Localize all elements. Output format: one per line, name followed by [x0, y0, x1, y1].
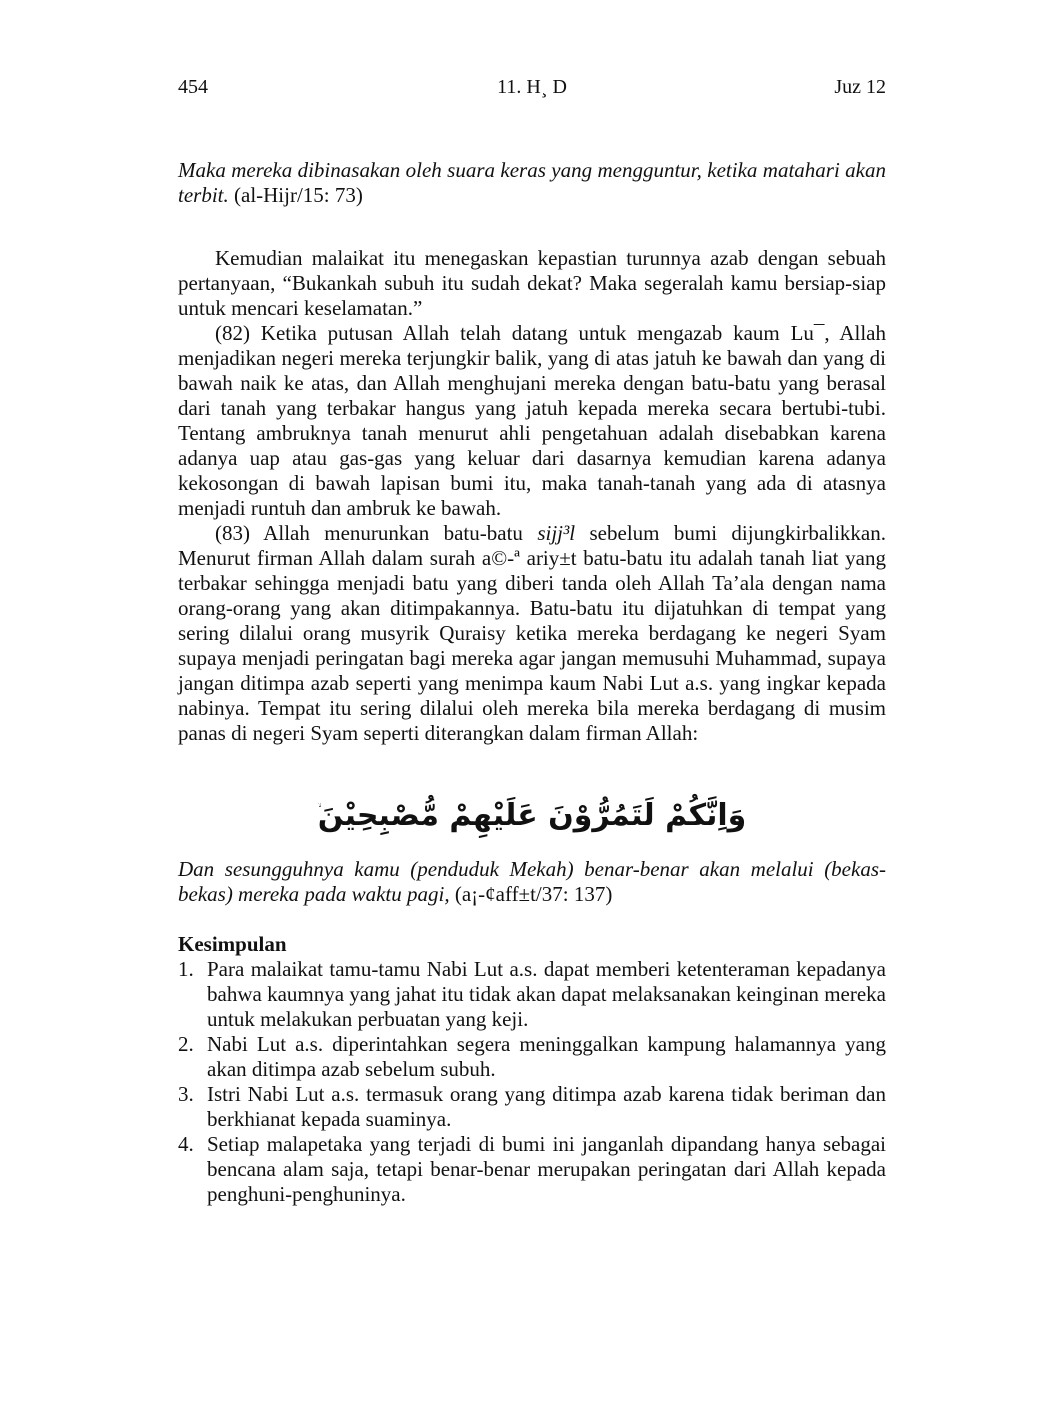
transliterated-term: sijj³l — [537, 521, 576, 545]
list-number: 2. — [178, 1032, 194, 1056]
verse-translation-2 — [178, 857, 886, 907]
page-number: 454 — [178, 76, 208, 98]
verse-translation-1 — [178, 158, 886, 208]
page-header — [178, 76, 886, 102]
chapter-title: 11. H¸ D — [497, 76, 567, 98]
list-number: 1. — [178, 957, 194, 981]
list-item-text: Setiap malapetaka yang terjadi di bumi ini janganlah dipandang hanya sebagai bencana alam saja, tetapi benar-benar merupakan peringatan dari Allah kepada penghuni-penghuninya. — [207, 1132, 886, 1206]
translation-text: Dan sesungguhnya kamu (penduduk Mekah) benar-benar akan melalui (bekas-bekas) mereka pada waktu pagi, — [178, 857, 886, 906]
conclusion-list — [178, 957, 886, 1207]
verse-citation: (a¡-¢aff±t/37: 137) — [449, 882, 613, 906]
list-item — [178, 1032, 886, 1082]
juz-label: Juz 12 — [834, 76, 886, 98]
paragraph-text: (83) Allah menurunkan batu-batu — [215, 521, 538, 545]
section-heading: Kesimpulan — [178, 932, 287, 956]
translation-text: Maka mereka dibinasakan oleh suara keras yang mengguntur, ketika matahari akan terbit. — [178, 158, 886, 207]
paragraph-82: (82) Ketika putusan Allah telah datang untuk mengazab kaum Lu¯, Allah menjadikan negeri mereka terjungkir balik, yang di atas jatuh ke bawah dan yang di bawah naik ke atas, dan Allah menghujani mereka dengan batu-batu yang berasal dari tanah yang terbakar hangus yang jatuh kepada mereka secara bertubi-tubi. Tentang ambruknya tanah menurut ahli pengetahuan adalah disebabkan karena adanya uap atau gas-gas yang keluar dari dasarnya kemudian karena adanya kekosongan di bawah lapisan bumi itu, maka tanah-tanah yang ada di atasnya menjadi runtuh dan ambruk ke bawah. — [178, 321, 886, 520]
list-number: 3. — [178, 1082, 194, 1106]
list-item — [178, 1082, 886, 1132]
list-item-text: Nabi Lut a.s. diperintahkan segera meninggalkan kampung halamannya yang akan ditimpa azab sebelum subuh. — [207, 1032, 886, 1081]
list-number: 4. — [178, 1132, 194, 1156]
conclusion-section — [178, 932, 886, 1207]
arabic-verse-text: وَاِنَّكُمْ لَتَمُرُّوْنَ عَلَيْهِمْ مُّصْبِحِيْنَ — [317, 798, 747, 833]
arabic-verse — [178, 786, 886, 841]
list-item-text: Para malaikat tamu-tamu Nabi Lut a.s. dapat memberi ketenteraman kepadanya bahwa kaumnya yang jahat itu tidak akan dapat melaksanakan keinginan mereka untuk melakukan perbuatan yang keji. — [207, 957, 886, 1031]
list-item-text: Istri Nabi Lut a.s. termasuk orang yang ditimpa azab karena tidak beriman dan berkhianat kepada suaminya. — [207, 1082, 886, 1131]
paragraph-83 — [178, 521, 886, 746]
paragraph: Kemudian malaikat itu menegaskan kepastian turunnya azab dengan sebuah pertanyaan, “Bukankah subuh itu sudah dekat? Maka segeralah kamu bersiap-siap untuk mencari keselamatan.” — [178, 246, 886, 320]
list-item — [178, 957, 886, 1032]
list-item — [178, 1132, 886, 1207]
commentary-body — [178, 246, 886, 746]
verse-citation: (al-Hijr/15: 73) — [228, 183, 363, 207]
paragraph-text: sebelum bumi dijungkirbalikkan. Menurut firman Allah dalam surah a©-ª ariy±t batu-batu itu adalah tanah liat yang terbakar sehingga menjadi batu yang diberi tanda oleh Allah Ta’ala dengan nama orang-orang yang akan ditimpakannya. Batu-batu itu dijatuhkan di tempat yang sering dilalui orang musyrik Quraisy ketika mereka berdagang ke negeri Syam supaya menjadi peringatan bagi mereka agar jangan memusuhi Muhammad, supaya jangan ditimpa azab seperti yang menimpa kaum Nabi Lut a.s. yang ingkar kepada nabinya. Tempat itu sering dilalui oleh mereka bila mereka berdagang di musim panas di negeri Syam seperti diterangkan dalam firman Allah: — [178, 521, 886, 745]
